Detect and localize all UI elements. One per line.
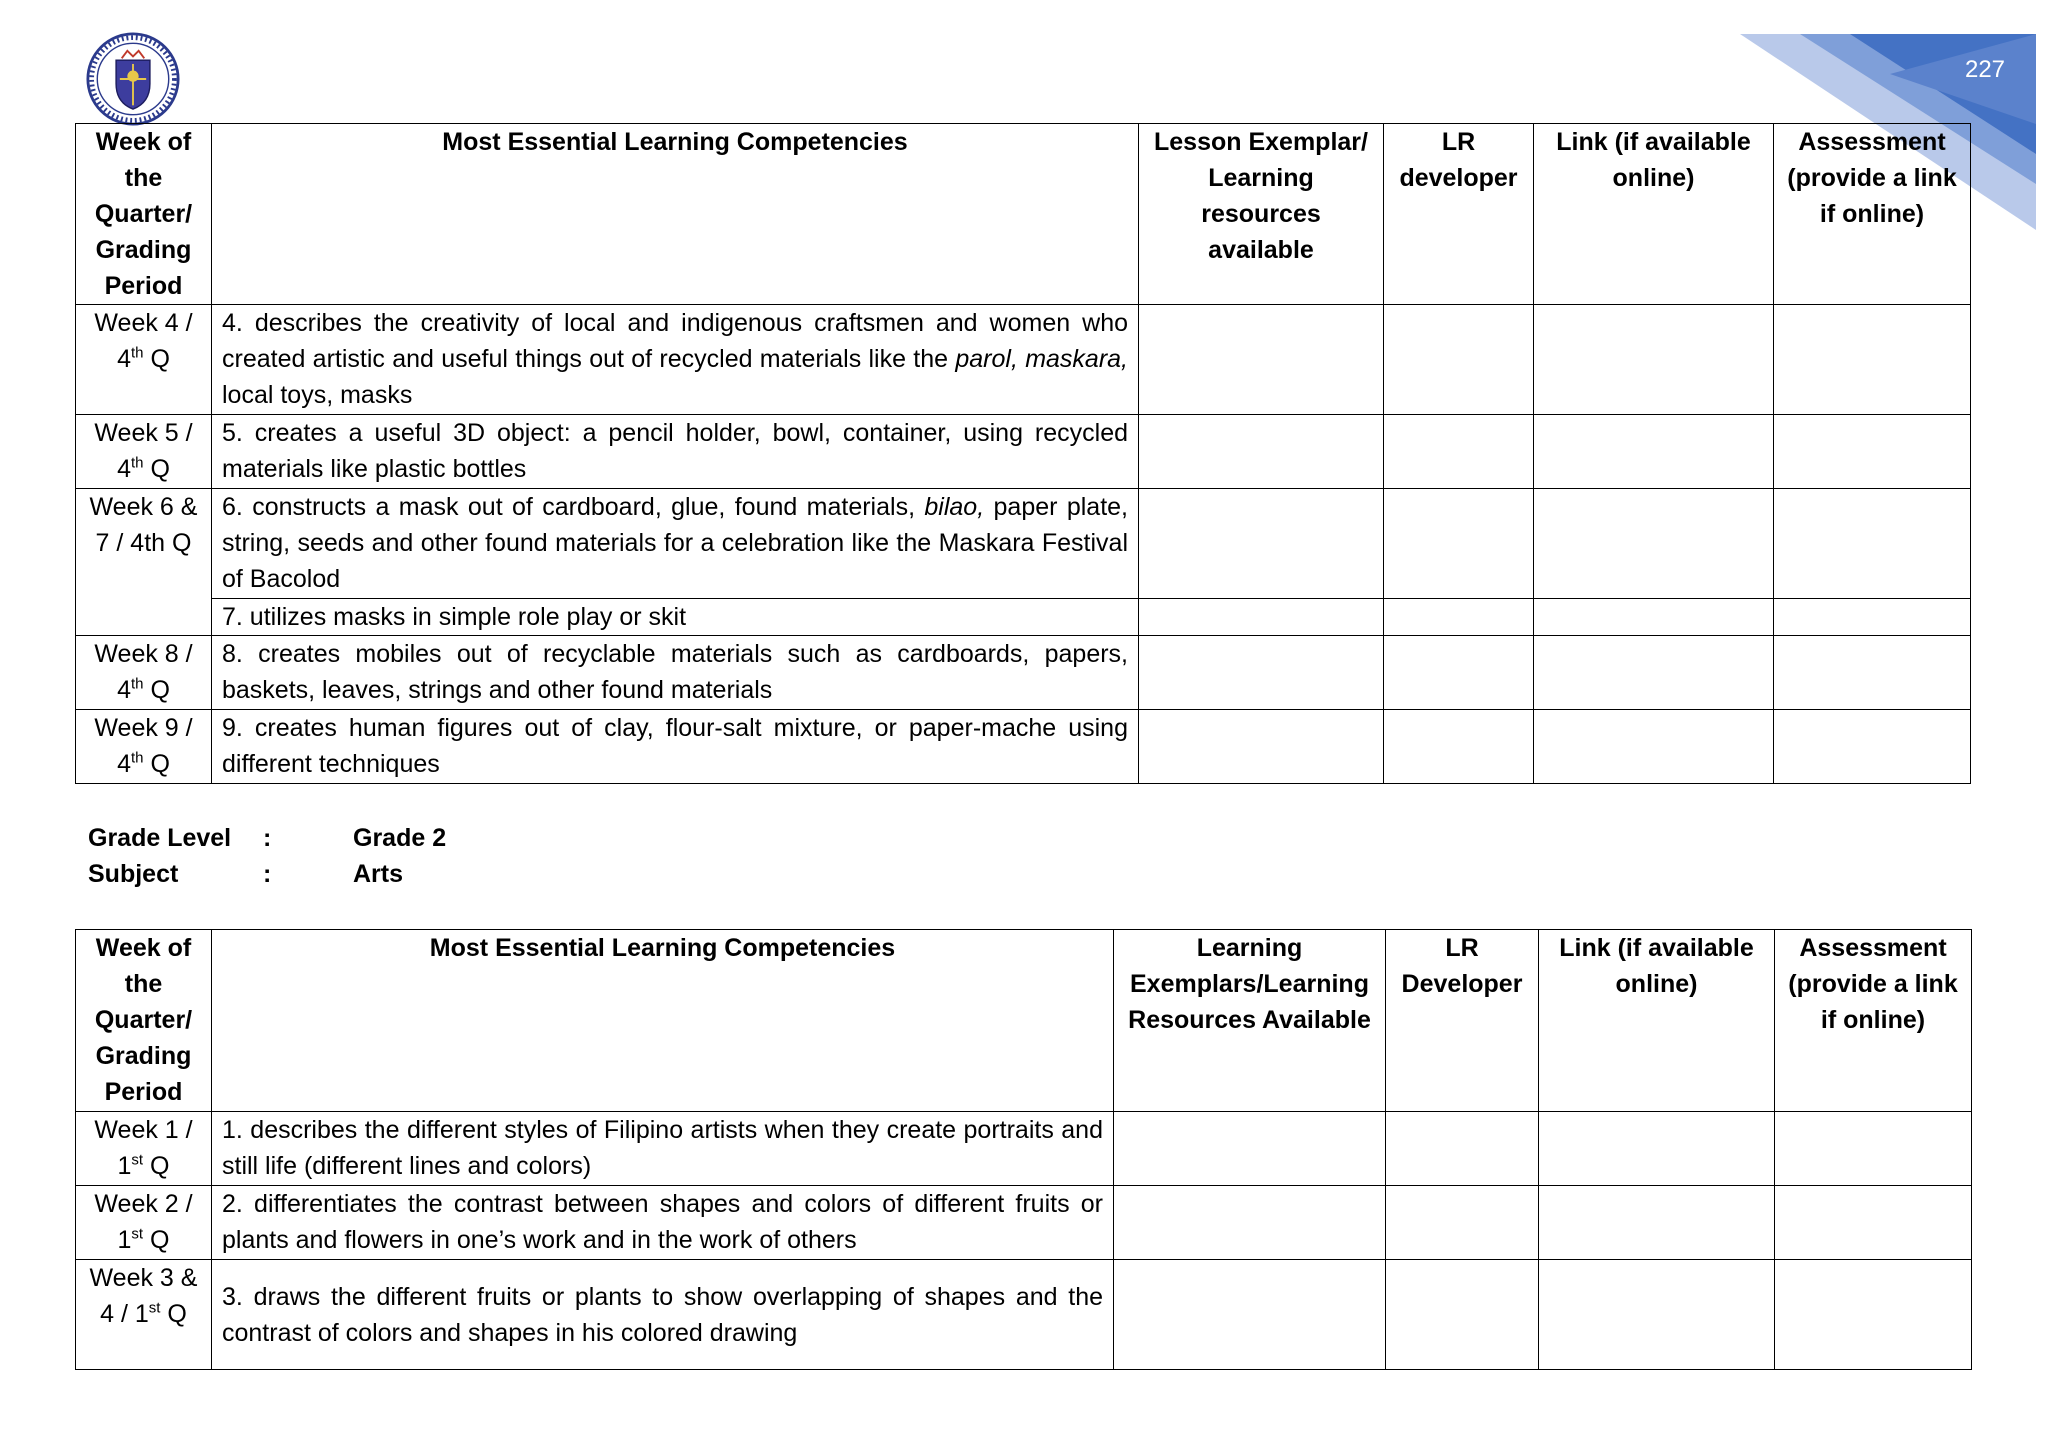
empty-cell	[1139, 599, 1384, 636]
colon: :	[263, 824, 272, 852]
empty-cell	[1384, 489, 1534, 599]
empty-cell	[1774, 415, 1971, 489]
colon: :	[263, 860, 272, 888]
empty-cell	[1534, 710, 1774, 784]
header-week: Week of the Quarter/ Grading Period	[76, 124, 212, 305]
empty-cell	[1114, 1186, 1386, 1260]
header-assessment: Assessment (provide a link if online)	[1775, 930, 1972, 1112]
empty-cell	[1384, 710, 1534, 784]
week-cell: Week 6 & 7 / 4th Q	[76, 489, 212, 636]
grade-level-value: Grade 2	[353, 824, 447, 852]
competency-cell: 4. describes the creativity of local and indigenous craftsmen and women who created artistic and useful things out of recycled materials like the parol, maskara, local toys, masks	[212, 305, 1139, 415]
competency-cell: 3. draws the different fruits or plants to show overlapping of shapes and the contrast of colors and shapes in his colored drawing	[212, 1260, 1114, 1370]
subject-value: Arts	[353, 860, 404, 888]
empty-cell	[1114, 1260, 1386, 1370]
competency-cell: 1. describes the different styles of Filipino artists when they create portraits and still life (different lines and colors)	[212, 1112, 1114, 1186]
table-row	[76, 599, 1971, 636]
empty-cell	[1139, 415, 1384, 489]
empty-cell	[1384, 636, 1534, 710]
week-cell: Week 1 / 1st Q	[76, 1112, 212, 1186]
empty-cell	[1774, 710, 1971, 784]
empty-cell	[1539, 1186, 1775, 1260]
empty-cell	[1386, 1186, 1539, 1260]
empty-cell	[1114, 1112, 1386, 1186]
header-link: Link (if available online)	[1534, 124, 1774, 305]
table-header-row	[76, 124, 1971, 305]
week-cell: Week 4 / 4th Q	[76, 305, 212, 415]
empty-cell	[1139, 636, 1384, 710]
grade-level-label: Grade Level	[88, 824, 232, 852]
table-row	[76, 710, 1971, 784]
empty-cell	[1775, 1260, 1972, 1370]
table-row	[76, 305, 1971, 415]
empty-cell	[1534, 305, 1774, 415]
header-lesson: Learning Exemplars/Learning Resources Available	[1114, 930, 1386, 1112]
empty-cell	[1774, 305, 1971, 415]
week-cell: Week 9 / 4th Q	[76, 710, 212, 784]
empty-cell	[1386, 1112, 1539, 1186]
table-row	[76, 1260, 1972, 1370]
header-lr: LR developer	[1384, 124, 1534, 305]
empty-cell	[1534, 415, 1774, 489]
empty-cell	[1139, 489, 1384, 599]
header-lesson: Lesson Exemplar/ Learning resources available	[1139, 124, 1384, 305]
page-number: 227	[1964, 56, 2006, 83]
week-cell: Week 8 / 4th Q	[76, 636, 212, 710]
table-row	[76, 636, 1971, 710]
empty-cell	[1384, 305, 1534, 415]
header-competency: Most Essential Learning Competencies	[212, 124, 1139, 305]
empty-cell	[1139, 305, 1384, 415]
table-header-row	[76, 930, 1972, 1112]
grade-level-row	[88, 820, 446, 856]
table-row	[76, 1186, 1972, 1260]
empty-cell	[1534, 489, 1774, 599]
empty-cell	[1139, 710, 1384, 784]
header-link: Link (if available online)	[1539, 930, 1775, 1112]
competency-cell: 2. differentiates the contrast between shapes and colors of different fruits or plants and flowers in one’s work and in the work of others	[212, 1186, 1114, 1260]
empty-cell	[1774, 599, 1971, 636]
table-row	[76, 415, 1971, 489]
table-row	[76, 489, 1971, 599]
empty-cell	[1384, 599, 1534, 636]
empty-cell	[1539, 1260, 1775, 1370]
competency-cell: 9. creates human figures out of clay, flour-salt mixture, or paper-mache using different techniques	[212, 710, 1139, 784]
competency-cell: 5. creates a useful 3D object: a pencil holder, bowl, container, using recycled materials like plastic bottles	[212, 415, 1139, 489]
empty-cell	[1775, 1112, 1972, 1186]
empty-cell	[1774, 489, 1971, 599]
competency-cell: 7. utilizes masks in simple role play or skit	[212, 599, 1139, 636]
table-row	[76, 1112, 1972, 1186]
empty-cell	[1539, 1112, 1775, 1186]
grade-subject-info	[88, 820, 446, 892]
header-lr: LR Developer	[1386, 930, 1539, 1112]
week-cell: Week 5 / 4th Q	[76, 415, 212, 489]
header-assessment: Assessment (provide a link if online)	[1774, 124, 1971, 305]
header-week: Week of the Quarter/ Grading Period	[76, 930, 212, 1112]
empty-cell	[1534, 599, 1774, 636]
week-cell: Week 2 / 1st Q	[76, 1186, 212, 1260]
empty-cell	[1386, 1260, 1539, 1370]
empty-cell	[1384, 415, 1534, 489]
competency-cell: 6. constructs a mask out of cardboard, glue, found materials, bilao, paper plate, string, seeds and other found materials for a celebration like the Maskara Festival of Bacolod	[212, 489, 1139, 599]
empty-cell	[1534, 636, 1774, 710]
empty-cell	[1775, 1186, 1972, 1260]
competency-cell: 8. creates mobiles out of recyclable materials such as cardboards, papers, baskets, leaves, strings and other found materials	[212, 636, 1139, 710]
subject-label: Subject	[88, 860, 179, 888]
deped-seal-icon	[86, 32, 180, 126]
empty-cell	[1774, 636, 1971, 710]
subject-row	[88, 856, 446, 892]
header-competency: Most Essential Learning Competencies	[212, 930, 1114, 1112]
competency-table-1	[75, 123, 1971, 784]
week-cell: Week 3 & 4 / 1st Q	[76, 1260, 212, 1370]
competency-table-2	[75, 929, 1972, 1370]
